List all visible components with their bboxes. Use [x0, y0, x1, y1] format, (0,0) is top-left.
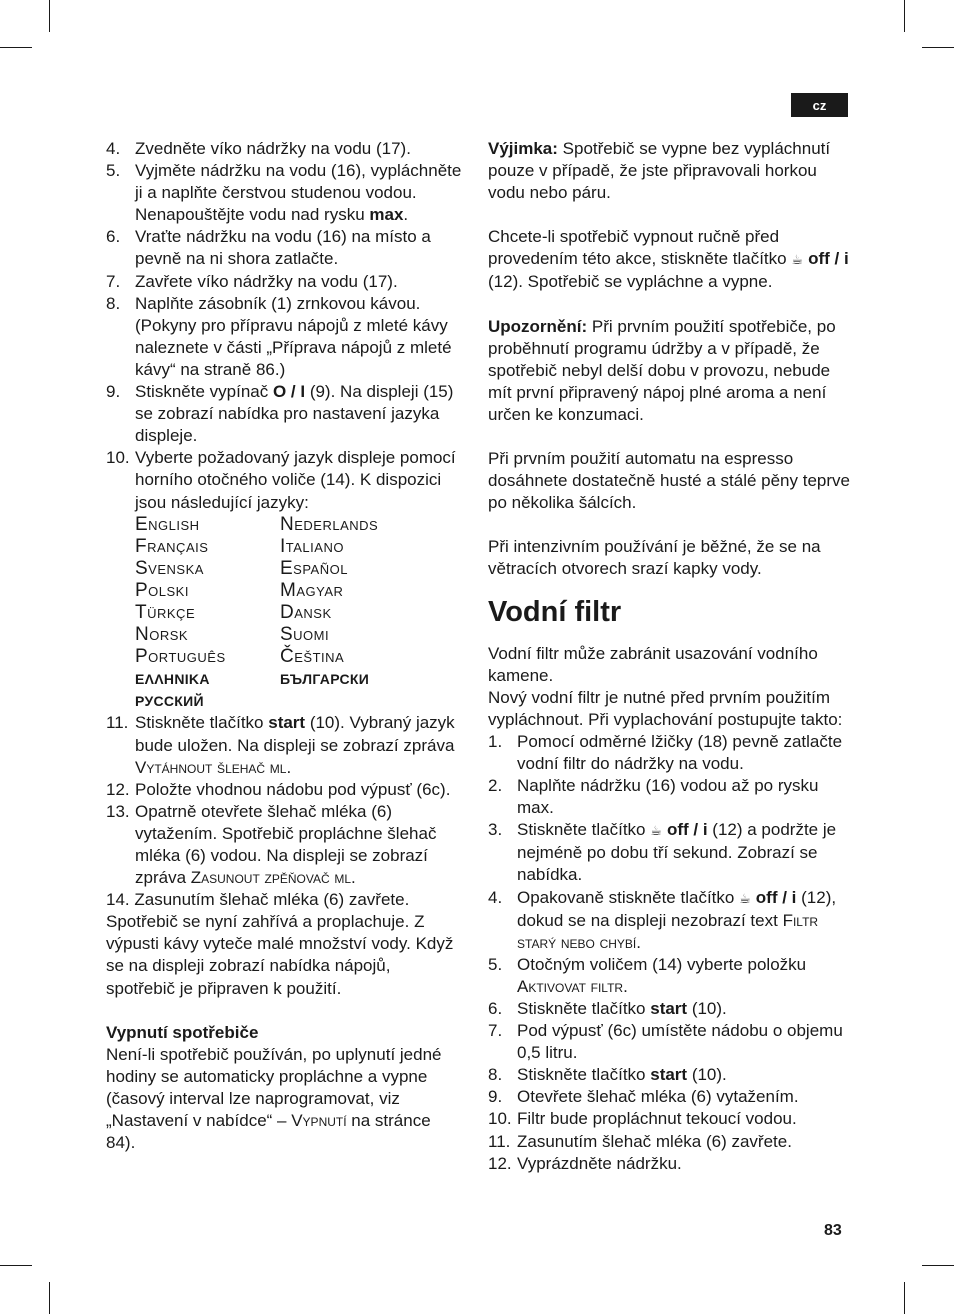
- list-item: [488, 1064, 852, 1086]
- language-option: Dansk: [280, 601, 332, 623]
- text-run: (12), dokud se na displeji nezobrazí text: [517, 887, 837, 930]
- paragraph: [488, 316, 852, 426]
- item-text: [517, 819, 852, 886]
- list-item: [488, 954, 852, 998]
- language-list: [106, 514, 464, 713]
- item-text: Položte vhodnou nádobu pod výpusť (6c).: [135, 779, 451, 799]
- text-run: .: [623, 976, 628, 996]
- language-option: Nederlands: [280, 513, 379, 535]
- paragraph: [106, 1044, 464, 1154]
- text-run: Stiskněte tlačítko: [135, 713, 269, 733]
- item-text: [517, 954, 852, 998]
- item-text: Vyberte požadovaný jazyk displeje pomocí horního otočného voliče (14). K dispozici jsou následující jazyky:: [135, 448, 456, 512]
- item-number: 12.: [106, 779, 130, 799]
- item-number: 10.: [488, 1109, 512, 1129]
- list-item: [106, 779, 464, 801]
- text-run: Při prvním použití spotřebiče, po proběhnutí programu údržby a v případě, že spotřebič nebyl delší dobu v provozu, nebude mít první připravený nápoj plné aroma a není určen ke konzumaci.: [488, 316, 836, 424]
- crop-mark: [49, 1282, 50, 1314]
- item-number: 5.: [106, 161, 121, 181]
- item-text: Zasunutím šlehač mléka (6) zavřete.: [517, 1131, 792, 1151]
- item-number: 9.: [106, 382, 121, 402]
- language-option: Polski: [135, 579, 189, 601]
- text-run: (12). Spotřebič se vypláchne a vypne.: [488, 272, 773, 292]
- paragraph: Vodní filtr může zabránit usazování vodního kamene.: [488, 643, 818, 685]
- cup-icon: ☕︎: [791, 252, 803, 268]
- list-item: [488, 1020, 852, 1064]
- subheading: Vypnutí spotřebiče: [106, 1022, 259, 1042]
- language-option: Italiano: [280, 535, 344, 557]
- list-item: [106, 271, 464, 293]
- crop-mark: [922, 47, 954, 48]
- paragraph: 14. Zasunutím šlehač mléka (6) zavřete. Spotřebič se nyní zahřívá a proplachuje. Z výpusti kávy vyteče malé množství vody. Když se na displeji zobrazí nabídka nápojů, spotřebič je připraven k použití.: [106, 890, 454, 998]
- item-text: Pomocí odměrné lžičky (18) pevně zatlačte vodní filtr do nádržky na vodu.: [517, 731, 843, 773]
- paragraph: [488, 138, 852, 204]
- list-item: [106, 712, 464, 778]
- language-option: БЪЛГАРСКИ: [280, 671, 370, 688]
- list-item: [106, 293, 464, 381]
- item-text: Otevřete šlehač mléka (6) vytažením.: [517, 1087, 799, 1107]
- item-number: 11.: [106, 713, 129, 733]
- language-option: Magyar: [280, 579, 344, 601]
- text-run: (9). Na displeji (15) se zobrazí nabídka pro nastavení jazyka displeje.: [135, 382, 454, 446]
- item-text: Naplňte nádržku (16) vodou až po rysku max.: [517, 776, 819, 818]
- text-run: Stiskněte tlačítko: [517, 1065, 651, 1085]
- language-option: Español: [280, 557, 348, 579]
- item-number: 9.: [488, 1087, 503, 1107]
- list-item: [106, 801, 464, 889]
- paragraph: Při intenzivním používání je běžné, že se na větracích otvorech srazí kapky vody.: [488, 537, 821, 579]
- item-text: [517, 1064, 852, 1086]
- item-number: 12.: [488, 1153, 512, 1173]
- language-option: Norsk: [135, 624, 189, 646]
- item-text: [135, 712, 464, 778]
- text-run: Otočným voličem (14) vyberte položku: [517, 954, 807, 974]
- text-run: (10).: [687, 999, 727, 1018]
- item-number: 2.: [488, 776, 503, 796]
- off-button-label: off / i: [808, 249, 849, 269]
- start-button-label: start: [268, 713, 306, 733]
- language-option: Português: [135, 646, 226, 668]
- bold-text: max: [369, 205, 404, 225]
- text-run: Opakovaně stiskněte tlačítko: [517, 887, 740, 907]
- text-run: (10). Vybraný jazyk bude uložen. Na displeji se zobrazí zpráva: [135, 713, 455, 755]
- cup-icon: ☕︎: [739, 890, 751, 906]
- item-number: 11.: [488, 1131, 511, 1151]
- left-column: [106, 138, 464, 1154]
- list-item: [488, 1086, 852, 1108]
- list-item: [106, 447, 464, 513]
- list-item: [106, 381, 464, 447]
- list-item: [106, 226, 464, 270]
- text-run: Opatrně otevřete šlehač mléka (6) vytažením. Spotřebič propláchne šlehač mléka (6) vodou. Na displeji se zobrazí zpráva: [135, 801, 437, 888]
- item-number: 1.: [488, 731, 503, 751]
- crop-mark: [904, 1282, 905, 1314]
- language-option: Français: [135, 535, 209, 557]
- display-message: Zasunout zpěňovač ml.: [190, 868, 356, 888]
- language-option: Türkçe: [135, 601, 196, 623]
- item-text: Vraťte nádržku na vodu (16) na místo a pevně na ni shora zatlačte.: [135, 227, 431, 269]
- list-item: [488, 887, 852, 954]
- item-text: Vyprázdněte nádržku.: [517, 1153, 682, 1173]
- text-run: Stiskněte tlačítko: [517, 820, 651, 840]
- page-number: 83: [824, 1222, 842, 1239]
- item-text: Pod výpusť (6c) umístěte nádobu o objemu 0,5 litru.: [517, 1021, 843, 1063]
- item-text: [135, 801, 464, 889]
- item-number: 4.: [106, 139, 121, 158]
- item-text: Naplňte zásobník (1) zrnkovou kávou. (Pokyny pro přípravu nápojů z mleté kávy naleznete v části „Příprava nápojů z mleté kávy“ na straně 86.): [135, 293, 452, 379]
- bold-lead: Výjimka:: [488, 139, 558, 158]
- text-run: Chcete-li spotřebič vypnout ručně před provedením této akce, stiskněte tlačítko: [488, 227, 792, 269]
- text-run: Stiskněte tlačítko: [517, 999, 651, 1018]
- text-run: Vyjměte nádržku na vodu (16), vypláchněte ji a naplňte čerstvou studenou vodou. Nenapouštějte vodu nad rysku: [135, 161, 462, 225]
- language-option: English: [135, 513, 200, 535]
- text-run: Stiskněte vypínač: [135, 382, 273, 402]
- start-button-label: start: [650, 999, 688, 1018]
- crop-mark: [49, 0, 50, 32]
- list-item: [488, 1108, 852, 1130]
- item-number: 7.: [106, 271, 121, 291]
- power-switch-label: O / I: [272, 382, 306, 402]
- item-number: 6.: [488, 999, 503, 1018]
- language-option: Suomi: [280, 624, 330, 646]
- language-option: ΕΛΛΗΝΙΚΑ: [135, 671, 210, 688]
- language-option: РУССКИЙ: [135, 693, 204, 710]
- item-number: 4.: [488, 887, 503, 907]
- list-item: [106, 138, 464, 160]
- paragraph: Nový vodní filtr je nutné před prvním použitím vypláchnout. Při vyplachování postupujte takto:: [488, 687, 843, 729]
- item-text: [517, 887, 852, 954]
- display-message: Aktivovat filtr: [517, 976, 624, 996]
- text-run: Spotřebič se vypne bez vypláchnutí pouze v případě, že jste připravovali horkou vodu nebo páru.: [488, 139, 831, 203]
- text-run: (12) a podržte je nejméně po dobu tří sekund. Zobrazí se nabídka.: [517, 820, 837, 885]
- list-item: [106, 160, 464, 226]
- item-number: 13.: [106, 801, 130, 821]
- item-text: Zavřete víko nádržky na vodu (17).: [135, 271, 398, 291]
- off-button-label: off / i: [666, 820, 708, 840]
- language-tab: cz: [791, 93, 848, 117]
- text-run: (10).: [687, 1065, 727, 1085]
- list-item: [488, 1153, 852, 1175]
- text-run: .: [636, 932, 641, 952]
- start-button-label: start: [650, 1065, 688, 1085]
- display-message: Vytáhnout šlehač ml.: [135, 757, 292, 777]
- item-text: Zvedněte víko nádržky na vodu (17).: [135, 139, 411, 158]
- off-button-label: off / i: [755, 887, 797, 907]
- list-item: [488, 1131, 852, 1153]
- item-number: 7.: [488, 1021, 503, 1041]
- item-number: 8.: [488, 1065, 503, 1085]
- item-number: 8.: [106, 293, 121, 313]
- crop-mark: [904, 0, 905, 32]
- text-run: .: [403, 205, 409, 225]
- cup-icon: ☕︎: [650, 823, 662, 839]
- crop-mark: [0, 1265, 32, 1266]
- item-number: 5.: [488, 954, 503, 974]
- list-item: [488, 998, 852, 1020]
- list-item: [488, 731, 852, 775]
- section-title: Vodní filtr: [488, 595, 622, 628]
- paragraph: Při prvním použití automatu na espresso dosáhnete dostatečně husté a stálé pěny teprve po několika šálcích.: [488, 449, 850, 513]
- language-option: Čeština: [280, 646, 345, 668]
- display-message: Filtr starý nebo chybí: [517, 910, 819, 952]
- item-number: 3.: [488, 820, 503, 840]
- language-option: Svenska: [135, 557, 204, 579]
- crop-mark: [0, 47, 32, 48]
- item-number: 10.: [106, 448, 130, 468]
- text-run: Není-li spotřebič používán, po uplynutí jedné hodiny se automaticky propláchne a vypne (časový interval lze naprogramovat, viz „Nastavení v nabídce“ –: [106, 1044, 442, 1131]
- crop-mark: [922, 1265, 954, 1266]
- text-run: na stránce 84).: [106, 1111, 431, 1153]
- list-item: [488, 819, 852, 886]
- item-text: Filtr bude propláchnut tekoucí vodou.: [517, 1109, 797, 1129]
- item-text: [135, 381, 464, 447]
- list-item: [488, 775, 852, 819]
- paragraph: [488, 226, 852, 293]
- item-number: 6.: [106, 227, 121, 247]
- right-column: [488, 138, 852, 1175]
- bold-lead: Upozornění:: [488, 316, 588, 336]
- item-text: [517, 998, 852, 1020]
- item-text: [135, 160, 464, 226]
- menu-reference: Vypnutí: [291, 1111, 347, 1131]
